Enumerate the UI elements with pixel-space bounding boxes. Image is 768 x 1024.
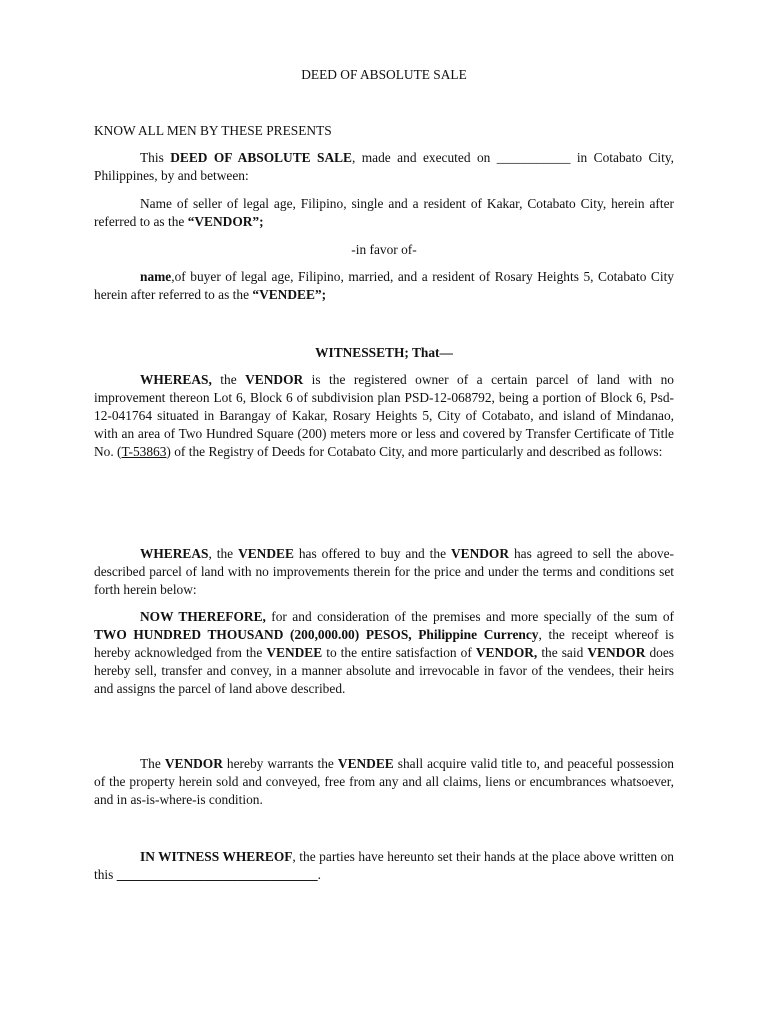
- bold-run: TWO HUNDRED THOUSAND (200,000.00) PESOS, Philippine Currency: [94, 627, 539, 642]
- bold-run: VENDOR: [245, 372, 304, 387]
- text-run: .: [317, 867, 321, 882]
- bold-run: WHEREAS,: [140, 372, 212, 387]
- paragraph-warranty: [94, 755, 674, 809]
- date-blank: ______________________________: [116, 867, 318, 882]
- witnesseth-heading: [94, 344, 674, 362]
- text-run: has agreed to sell the above-described parcel of land with no improvements therein for the price and under the terms and conditions set forth herein below:: [94, 546, 674, 597]
- bold-run: “VENDEE”;: [252, 287, 327, 302]
- witnesseth-text: WITNESSETH; That—: [315, 345, 453, 360]
- bold-run: WHEREAS: [140, 546, 209, 561]
- text-run: , the parties have hereunto set their hands at the place above written on this: [94, 849, 674, 882]
- text-run: for and consideration of the premises and more specially of the sum of: [265, 609, 674, 624]
- bold-run: VENDOR: [587, 645, 646, 660]
- bold-run: DEED OF ABSOLUTE SALE: [170, 150, 352, 165]
- text-run: , made and executed on ___________ in Cotabato City, Philippines, by and between:: [94, 150, 674, 183]
- text-run: is the registered owner of a certain parcel of land with no improvement thereon Lot 6, Block 6 of subdivision plan PSD-12-068792, being a portion of Block 6, Psd-12-041764 situated in Barangay of Kakar, Rosary Heights 5, City of Cotabato, and island of Mindanao, with an area of Two Hundred Square (200) meters more or less and covered by Transfer Certificate of Title No. (: [94, 372, 674, 459]
- paragraph-whereas-owner: [94, 371, 674, 461]
- in-favor-of-text: -in favor of-: [351, 242, 417, 257]
- text-run: ) of the Registry of Deeds for Cotabato City, and more particularly and described as follows:: [166, 444, 663, 459]
- title-number: T-53863: [121, 444, 167, 459]
- intro-heading-text: KNOW ALL MEN BY THESE PRESENTS: [94, 123, 332, 138]
- document-title: [0, 66, 768, 84]
- paragraph-vendor: [94, 195, 674, 231]
- paragraph-vendee: [94, 268, 674, 304]
- text-run: to the entire satisfaction of: [322, 645, 476, 660]
- in-favor-of: [94, 241, 674, 259]
- text-run: the said: [537, 645, 588, 660]
- bold-run: IN WITNESS WHEREOF: [140, 849, 293, 864]
- text-run: does hereby sell, transfer and convey, in a manner absolute and irrevocable in favor of the vendees, their heirs and assigns the parcel of land above described.: [94, 645, 674, 696]
- text-run: The: [140, 756, 165, 771]
- bold-run: VENDEE: [337, 756, 394, 771]
- paragraph-execution: [94, 149, 674, 185]
- text-run: ,of buyer of legal age, Filipino, married, and a resident of Rosary Heights 5, Cotabato City herein after referred to as the: [94, 269, 674, 302]
- intro-heading: [94, 122, 674, 140]
- bold-run: “VENDOR”;: [187, 214, 264, 229]
- bold-run: name: [140, 269, 172, 284]
- bold-run: NOW THEREFORE,: [140, 609, 266, 624]
- text-run: the: [211, 372, 246, 387]
- text-run: Name of seller of legal age, Filipino, single and a resident of Kakar, Cotabato City, herein after referred to as the: [94, 196, 674, 229]
- text-run: shall acquire valid title to, and peaceful possession of the property herein sold and conveyed, free from any and all claims, liens or encumbrances whatsoever, and in as-is-where-is condition.: [94, 756, 674, 807]
- text-run: has offered to buy and the: [293, 546, 451, 561]
- bold-run: VENDOR: [164, 756, 223, 771]
- bold-run: VENDEE: [238, 546, 294, 561]
- text-run: , the receipt whereof is hereby acknowledged from the: [94, 627, 674, 660]
- paragraph-whereas-offer: [94, 545, 674, 599]
- text-run: hereby warrants the: [222, 756, 338, 771]
- bold-run: VENDOR: [450, 546, 509, 561]
- bold-run: VENDOR,: [475, 645, 538, 660]
- text-run: This: [140, 150, 171, 165]
- document-title-text: DEED OF ABSOLUTE SALE: [301, 67, 467, 82]
- paragraph-in-witness: [94, 848, 674, 884]
- paragraph-now-therefore: [94, 608, 674, 698]
- text-run: , the: [208, 546, 239, 561]
- bold-run: VENDEE: [266, 645, 323, 660]
